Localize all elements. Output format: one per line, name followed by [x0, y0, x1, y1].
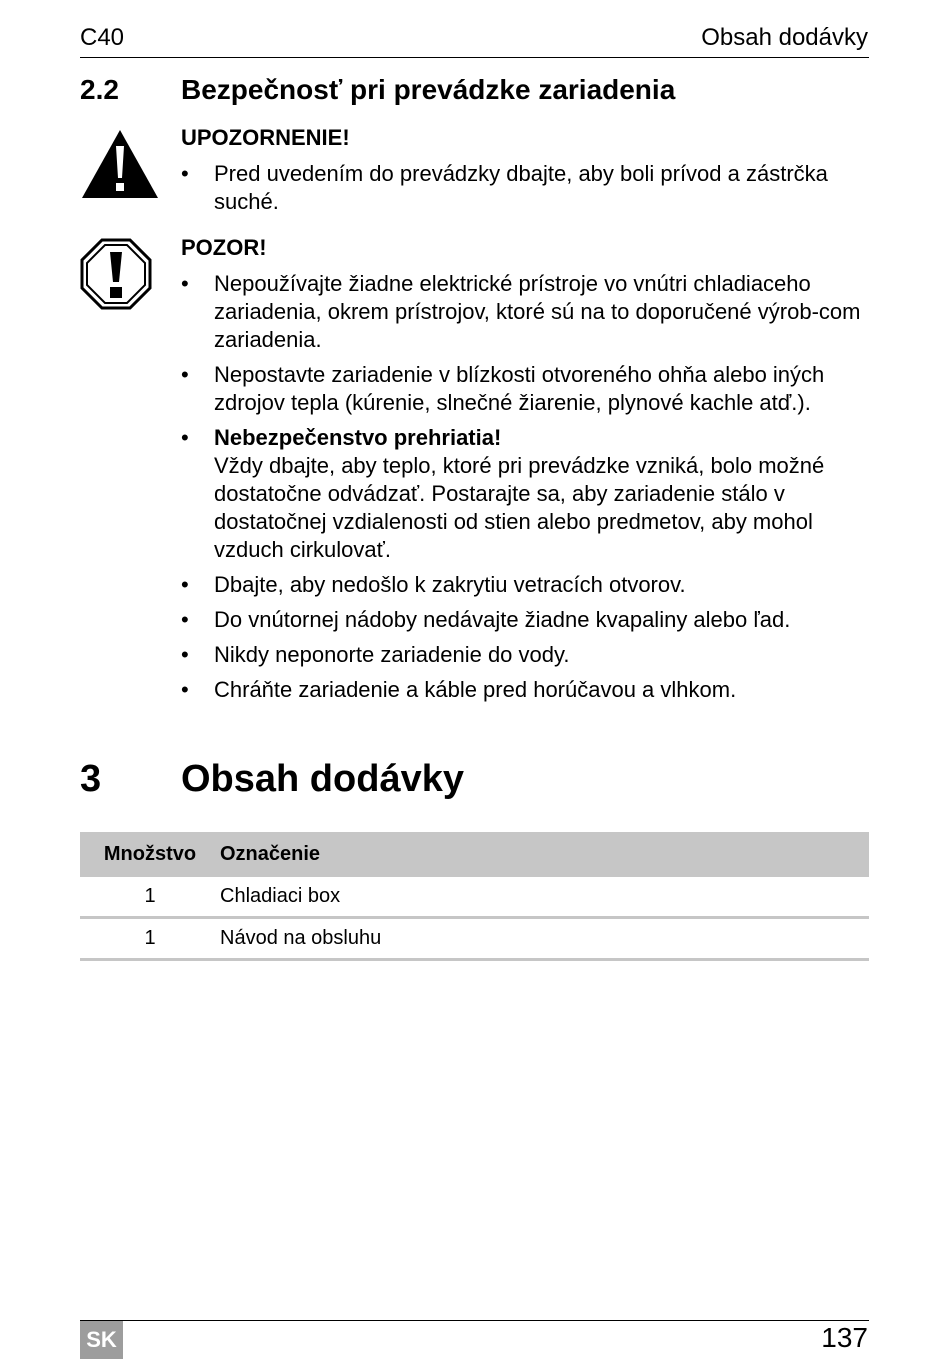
language-badge: SK [80, 1321, 123, 1359]
overheat-text: Vždy dbajte, aby teplo, ktoré pri prevádzke vzniká, bolo možné dostatočne odvádzať. Postarajte sa, aby zariadenie stálo v dostatočnej vzdialenosti od stien alebo predmetov, aby mohol vzduch cirkulovať. [214, 453, 825, 562]
page-number: 137 [821, 1322, 868, 1353]
header-chapter: Obsah dodávky [701, 24, 868, 51]
warning-triangle-icon [80, 128, 160, 200]
table-cell-quantity: 1 [80, 918, 220, 960]
chapter-number: 3 [80, 758, 102, 800]
table-row [80, 877, 869, 918]
list-item: • Nepoužívajte žiadne elektrické prístroje vo vnútri chladiaceho zariadenia, okrem prístrojov, ktoré sú na to doporučené výrob-com zariadenia. [181, 270, 871, 354]
table-header-row [80, 832, 869, 877]
header-model: C40 [80, 24, 125, 51]
table-cell-quantity: 1 [80, 877, 220, 918]
caution-octagon-icon [80, 238, 152, 310]
column-header-quantity: Množstvo [80, 832, 220, 877]
list-item: • Pred uvedením do prevádzky dbajte, aby boli prívod a zástrčka suché. [181, 160, 871, 216]
section-number: 2.2 [80, 74, 119, 105]
list-item: • Chráňte zariadenie a káble pred horúčavou a vlhkom. [181, 676, 871, 704]
chapter-title: Obsah dodávky [181, 758, 464, 800]
list-item-overheat [181, 424, 871, 564]
column-header-designation: Označenie [220, 832, 869, 877]
overheat-heading: Nebezpečenstvo prehriatia! [214, 425, 502, 450]
section-title: Bezpečnosť pri prevádzke zariadenia [181, 74, 676, 105]
table-cell-designation: Návod na obsluhu [220, 918, 869, 960]
header-divider [80, 57, 869, 58]
caution-title: POZOR! [181, 235, 267, 260]
list-item: • Nikdy neponorte zariadenie do vody. [181, 641, 871, 669]
list-item: • Nepostavte zariadenie v blízkosti otvoreného ohňa alebo iných zdrojov tepla (kúrenie, slnečné žiarenie, plynové kachle atď.). [181, 361, 871, 417]
caution-list [181, 270, 871, 711]
delivery-table [80, 832, 869, 961]
warning-title: UPOZORNENIE! [181, 125, 350, 150]
table-cell-designation: Chladiaci box [220, 877, 869, 918]
list-item: • Dbajte, aby nedošlo k zakrytiu vetracích otvorov. [181, 571, 871, 599]
table-row [80, 918, 869, 960]
list-item: • Do vnútornej nádoby nedávajte žiadne kvapaliny alebo ľad. [181, 606, 871, 634]
footer-divider [80, 1320, 869, 1321]
warning-list [181, 160, 871, 223]
